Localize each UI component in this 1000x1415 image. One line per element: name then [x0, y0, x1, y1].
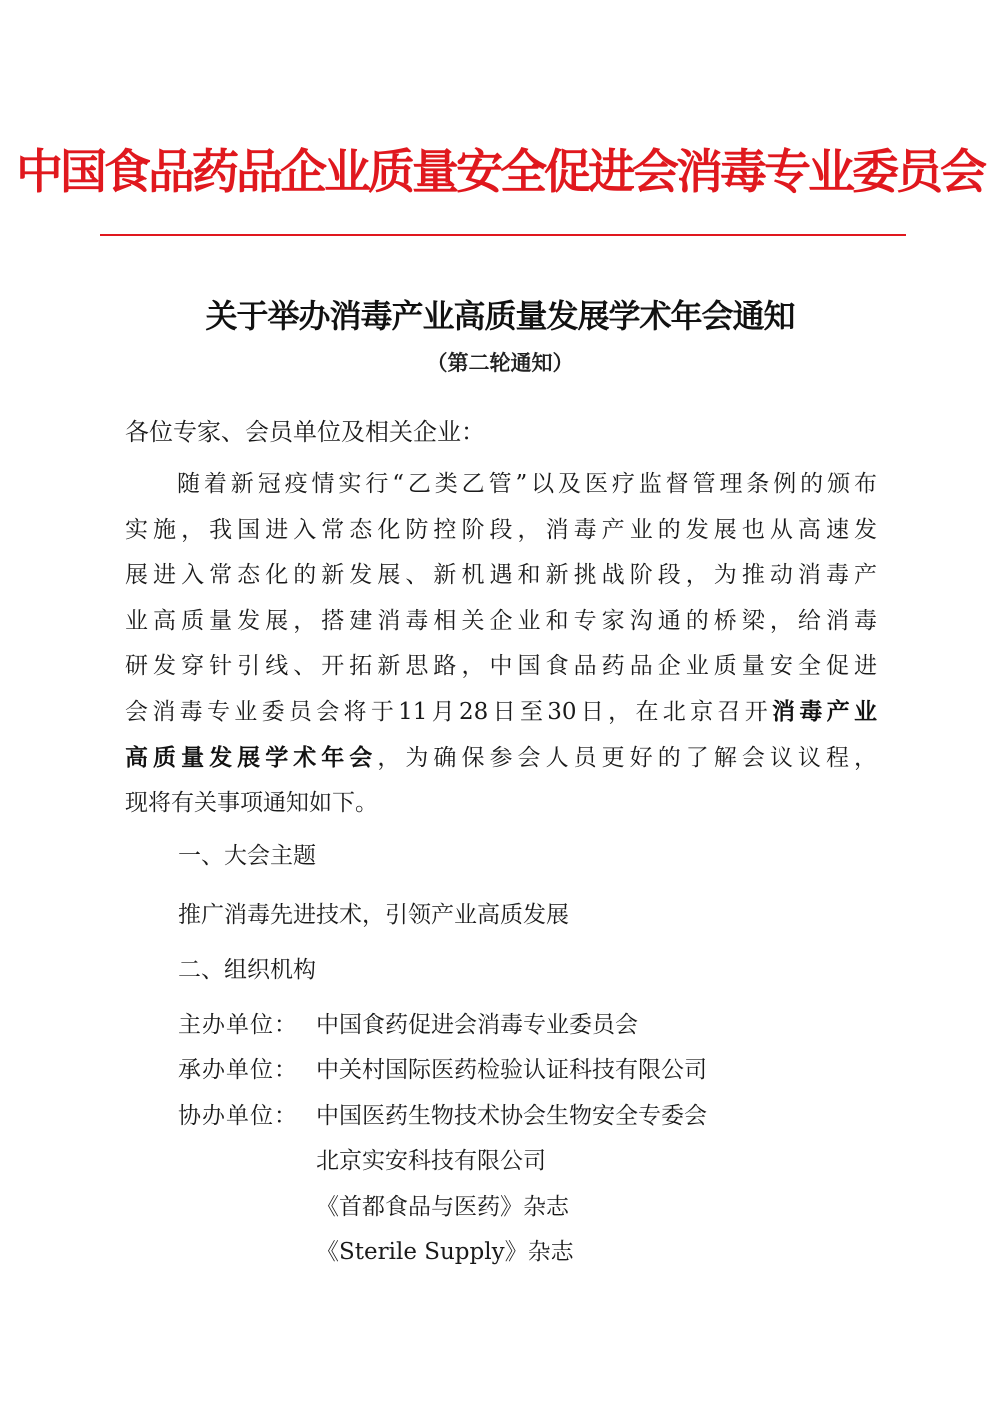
section-heading-theme: 一、大会主题	[178, 843, 316, 869]
event-name-highlight: 消毒产业	[772, 698, 877, 725]
paragraph-line: 展进入常态化的新发展、新机遇和新挑战阶段，为推动消毒产	[125, 562, 877, 589]
notice-title: 关于举办消毒产业高质量发展学术年会通知	[205, 297, 795, 335]
letterhead-rule	[100, 234, 906, 236]
paragraph-line: 随着新冠疫情实行“乙类乙管”以及医疗监督管理条例的颁布	[177, 471, 877, 497]
paragraph-line	[125, 736, 877, 782]
host-row	[178, 1005, 638, 1045]
organizer-row	[178, 1050, 707, 1090]
paragraph-line: 现将有关事项通知如下。	[125, 790, 378, 817]
co-organizer-value: 北京实安科技有限公司	[316, 1148, 546, 1174]
co-organizer-label: 协办单位：	[178, 1103, 298, 1129]
section-heading-organization: 二、组织机构	[178, 957, 316, 983]
salutation: 各位专家、会员单位及相关企业：	[125, 418, 485, 446]
co-organizer-value: 中国医药生物技术协会生物安全专委会	[316, 1103, 707, 1129]
paragraph-line: 研发穿针引线、开拓新思路，中国食品药品企业质量安全促进	[125, 653, 877, 680]
paragraph-text: ，为确保参会人员更好的了解会议议程，	[377, 744, 878, 771]
organizer-value: 中关村国际医药检验认证科技有限公司	[316, 1057, 707, 1083]
paragraph-text: 会消毒专业委员会将于11月28日至30日，在北京召开	[125, 698, 773, 725]
intro-paragraph	[125, 462, 877, 827]
organizer-label: 承办单位：	[178, 1057, 298, 1083]
event-name-highlight: 高质量发展学术年会	[125, 744, 378, 771]
paragraph-line	[125, 690, 877, 736]
letterhead-title: 中国食品药品企业质量安全促进会消毒专业委员会	[16, 145, 984, 200]
host-value: 中国食药促进会消毒专业委员会	[316, 1012, 638, 1038]
host-label: 主办单位：	[178, 1012, 298, 1038]
theme-text: 推广消毒先进技术，引领产业高质发展	[178, 902, 569, 928]
notice-subtitle: （第二轮通知）	[426, 351, 574, 375]
paragraph-line: 业高质量发展，搭建消毒相关企业和专家沟通的桥梁，给消毒	[125, 607, 877, 634]
co-organizer-row	[178, 1096, 707, 1136]
co-organizer-value: 《Sterile Supply》杂志	[316, 1239, 574, 1265]
paragraph-line: 实施，我国进入常态化防控阶段，消毒产业的发展也从高速发	[125, 516, 877, 543]
co-organizer-value: 《首都食品与医药》杂志	[316, 1194, 569, 1220]
